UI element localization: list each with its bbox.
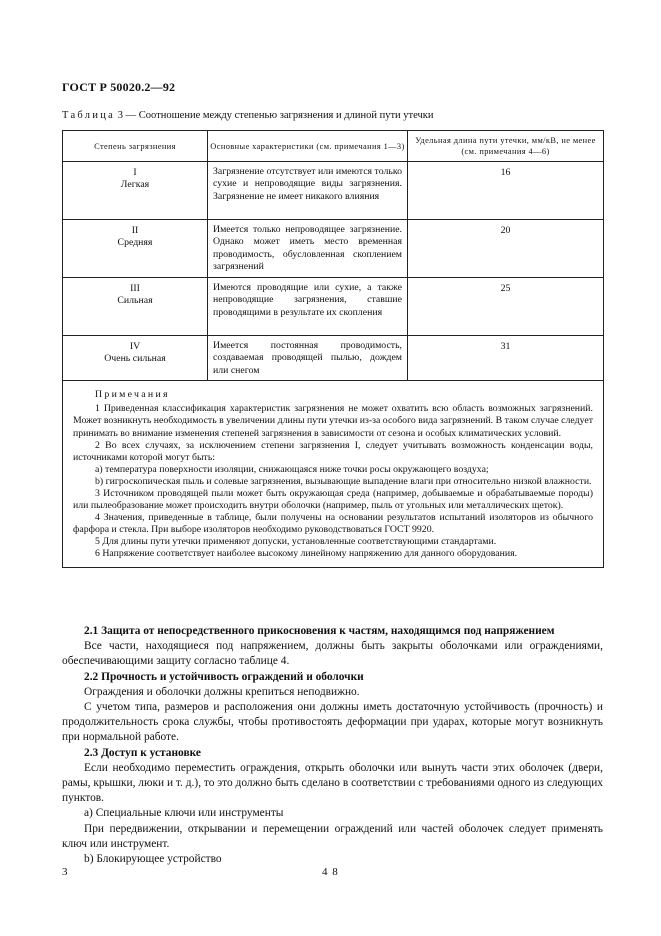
paragraph: Все части, находящиеся под напряжением, должны быть закрыты оболочками или ограждениями, обеспечивающими защиту согласно таблице 4. bbox=[62, 640, 603, 668]
notes-row bbox=[63, 381, 604, 567]
table-row bbox=[63, 162, 604, 220]
degree-label: Средняя bbox=[117, 237, 153, 249]
value-cell: 16 bbox=[408, 162, 604, 220]
notes-title: Примечания bbox=[95, 389, 170, 401]
pollution-table bbox=[62, 130, 604, 568]
note-item: b) гигроскопическая пыль и солевые загрязнения, вызывающие выпадение влаги при относительно низкой влажности. bbox=[95, 475, 592, 487]
characteristics-cell: Имеются проводящие или сухие, а также непроводящие загрязнения, ставшие проводящими в результате их скопления bbox=[208, 278, 408, 336]
value-cell: 25 bbox=[408, 278, 604, 336]
characteristics-cell: Имеется только непроводящее загрязнение. Однако может иметь место временная проводимость, обусловленная скоплением загрязнений bbox=[208, 220, 408, 278]
degree-label: Сильная bbox=[117, 295, 153, 307]
column-header-creepage: Удельная длина пути утечки, мм/кВ, не менее (см. примечания 4—6) bbox=[408, 131, 604, 162]
degree-label: Легкая bbox=[120, 179, 150, 191]
table-row bbox=[63, 278, 604, 336]
value-cell: 20 bbox=[408, 220, 604, 278]
paragraph: Ограждения и оболочки должны крепиться неподвижно. bbox=[84, 685, 360, 698]
section-heading: 2.1 Защита от непосредственного прикосновения к частям, находящимся под напряжением bbox=[84, 625, 555, 637]
paragraph: При передвижении, открывании и перемещении ограждений или частей оболочек следует применять ключ или инструмент. bbox=[62, 822, 603, 850]
table-row bbox=[63, 220, 604, 278]
table-header-row bbox=[63, 131, 604, 162]
degree-label: Очень сильная bbox=[104, 353, 166, 365]
degree-cell bbox=[63, 162, 208, 220]
table-row bbox=[63, 336, 604, 381]
body-text bbox=[62, 624, 603, 867]
column-header-degree: Степень загрязнения bbox=[63, 131, 208, 162]
column-header-characteristics: Основные характеристики (см. примечания 1—3) bbox=[208, 131, 408, 162]
table-caption-number: 3 bbox=[117, 110, 124, 121]
note-item: 4 Значения, приведенные в таблице, были получены на основании результатов испытаний изоляторов из обычного фарфора и стекла. При выборе изоляторов необходимо руководствоваться ГОСТ 9920. bbox=[73, 512, 593, 536]
table-caption-label: Таблица bbox=[62, 110, 116, 121]
note-item: 3 Источником проводящей пыли может быть окружающая среда (например, добываемые и обрабатываемые породы) или пылеобразование может происходить внутри оболочки (например, пыль от угольных или металлических щеток). bbox=[73, 487, 593, 512]
degree-numeral: II bbox=[131, 225, 139, 236]
paragraph: а) Специальные ключи или инструменты bbox=[84, 807, 284, 820]
paragraph: b) Блокирующее устройство bbox=[84, 853, 222, 866]
degree-numeral: I bbox=[133, 167, 137, 178]
table-caption-text: — Соотношение между степенью загрязнения и длиной пути утечки bbox=[125, 110, 434, 121]
characteristics-cell: Загрязнение отсутствует или имеются только сухие и непроводящие виды загрязнения. Загрязнение не имеет никакого влияния bbox=[208, 162, 408, 220]
degree-cell bbox=[63, 220, 208, 278]
note-item: 2 Во всех случаях, за исключением степени загрязнения I, следует учитывать возможность конденсации воды, источниками которой могут быть: bbox=[73, 439, 593, 463]
document-header: ГОСТ Р 50020.2—92 bbox=[62, 80, 176, 94]
note-item: 6 Напряжение соответствует наиболее высокому линейному напряжению для данного оборудования. bbox=[95, 548, 518, 560]
note-item: 5 Для длины пути утечки применяют допуски, установленные соответствующими стандартами. bbox=[95, 536, 497, 548]
paragraph: С учетом типа, размеров и расположения они должны иметь достаточную устойчивость (прочность) и продолжительность срока службы, чтобы противостоять деформации при ударах, которые могут возникнуть при нормальной работе. bbox=[62, 701, 603, 744]
section-heading: 2.2 Прочность и устойчивость ограждений и оболочки bbox=[84, 670, 364, 683]
value-cell: 31 bbox=[408, 336, 604, 381]
degree-cell bbox=[63, 278, 208, 336]
paragraph: Если необходимо переместить ограждения, открыть оболочки или вынуть части этих оболочек (двери, рамы, крышки, люки и т. д.), то это должно быть сделано в соответствии с требованиями одного из следующих пунктов. bbox=[62, 761, 603, 805]
page-number: 3 bbox=[62, 866, 68, 878]
degree-numeral: IV bbox=[129, 341, 141, 352]
characteristics-cell: Имеется постоянная проводимость, создаваемая проводящей пылью, дождем или снегом bbox=[208, 336, 408, 381]
table-caption bbox=[62, 110, 434, 121]
note-item: 1 Приведенная классификация характеристик загрязнения не может охватить всю область возможных загрязнений. Может возникнуть необходимость в увеличении длины пути утечки из-за особого вида загрязнений. В таком случае следует принимать во внимание изменения степеней загрязнения в зависимости от сезона и особых климатических условий. bbox=[73, 403, 593, 439]
section-heading: 2.3 Доступ к установке bbox=[84, 746, 201, 759]
degree-numeral: III bbox=[130, 283, 140, 294]
center-page-number: 4 8 bbox=[322, 866, 339, 878]
note-item: а) температура поверхности изоляции, снижающаяся ниже точки росы окружающего воздуха; bbox=[95, 463, 489, 475]
degree-cell bbox=[63, 336, 208, 381]
notes-cell bbox=[63, 381, 604, 567]
